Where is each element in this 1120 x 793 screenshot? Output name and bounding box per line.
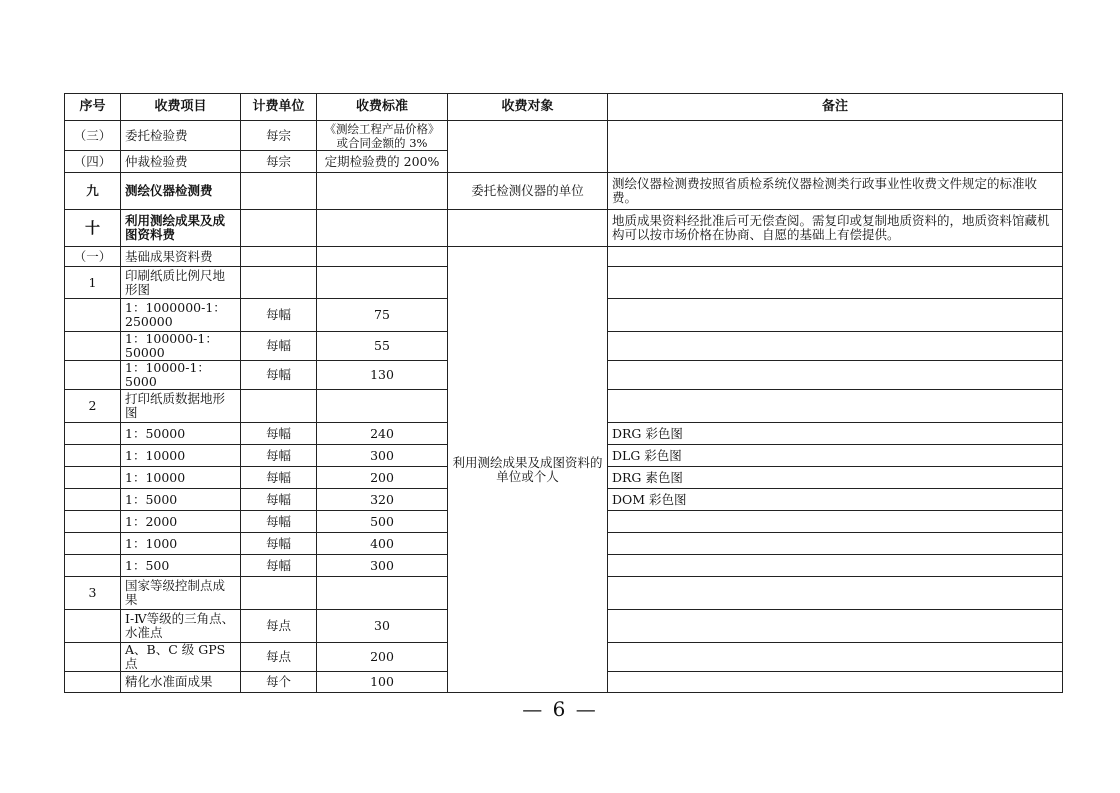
row-unit: 每幅 (241, 533, 317, 555)
row-no (65, 445, 121, 467)
header-item: 收费项目 (121, 94, 241, 121)
row-unit (241, 267, 317, 299)
row-unit (241, 577, 317, 610)
row-unit: 每幅 (241, 299, 317, 332)
row-item: 印刷纸质比例尺地形图 (121, 267, 241, 299)
row-note (608, 361, 1063, 390)
row-item: 1：10000-1：5000 (121, 361, 241, 390)
row-standard: 200 (317, 467, 448, 489)
fee-table (64, 93, 1063, 693)
row-no: 2 (65, 390, 121, 423)
row-item: 1：5000 (121, 489, 241, 511)
row-unit: 每幅 (241, 489, 317, 511)
row-unit: 每幅 (241, 445, 317, 467)
row-standard: 200 (317, 643, 448, 672)
row-item: 1：500 (121, 555, 241, 577)
header-no: 序号 (65, 94, 121, 121)
row-note (608, 610, 1063, 643)
row-no: 1 (65, 267, 121, 299)
row-note: 测绘仪器检测费按照省质检系统仪器检测类行政事业性收费文件规定的标准收费。 (608, 173, 1063, 210)
row-note: DRG 彩色图 (608, 423, 1063, 445)
table-row (65, 121, 1063, 151)
row-item: 1：1000000-1：250000 (121, 299, 241, 332)
row-note (608, 267, 1063, 299)
row-standard: 定期检验费的 200% (317, 151, 448, 173)
row-item: 精化水准面成果 (121, 672, 241, 693)
header-standard: 收费标准 (317, 94, 448, 121)
row-standard (317, 577, 448, 610)
table-row (65, 173, 1063, 210)
merged-target: 利用测绘成果及成图资料的单位或个人 (448, 247, 608, 693)
row-item: Ⅰ-Ⅳ等级的三角点、水准点 (121, 610, 241, 643)
row-standard: 300 (317, 445, 448, 467)
row-item: 委托检验费 (121, 121, 241, 151)
row-note (608, 121, 1063, 173)
row-unit (241, 173, 317, 210)
row-note (608, 390, 1063, 423)
row-unit (241, 390, 317, 423)
row-standard: 300 (317, 555, 448, 577)
row-standard (317, 267, 448, 299)
row-standard (317, 390, 448, 423)
row-note (608, 247, 1063, 267)
row-note (608, 511, 1063, 533)
row-item: 1：2000 (121, 511, 241, 533)
row-item: 国家等级控制点成果 (121, 577, 241, 610)
row-item: 仲裁检验费 (121, 151, 241, 173)
header-target: 收费对象 (448, 94, 608, 121)
row-no (65, 299, 121, 332)
row-note: DLG 彩色图 (608, 445, 1063, 467)
row-no (65, 533, 121, 555)
row-note: DRG 素色图 (608, 467, 1063, 489)
row-standard: 100 (317, 672, 448, 693)
row-standard: 《测绘工程产品价格》或合同金额的 3% (317, 121, 448, 151)
row-note: 地质成果资料经批准后可无偿查阅。需复印或复制地质资料的，地质资料馆藏机构可以按市场价格在协商、自愿的基础上有偿提供。 (608, 210, 1063, 247)
row-item: 1：100000-1：50000 (121, 332, 241, 361)
row-unit: 每个 (241, 672, 317, 693)
row-unit: 每幅 (241, 332, 317, 361)
row-unit (241, 247, 317, 267)
row-no: 3 (65, 577, 121, 610)
header-note: 备注 (608, 94, 1063, 121)
page-number: — 6 — (522, 697, 598, 721)
row-standard: 320 (317, 489, 448, 511)
row-no: （一） (65, 247, 121, 267)
row-no (65, 672, 121, 693)
row-no: （四） (65, 151, 121, 173)
row-unit (241, 210, 317, 247)
row-standard: 240 (317, 423, 448, 445)
row-unit: 每幅 (241, 361, 317, 390)
row-item: 打印纸质数据地形图 (121, 390, 241, 423)
row-unit: 每幅 (241, 511, 317, 533)
row-standard: 400 (317, 533, 448, 555)
row-note (608, 672, 1063, 693)
row-no (65, 332, 121, 361)
row-unit: 每幅 (241, 467, 317, 489)
header-unit: 计费单位 (241, 94, 317, 121)
row-no (65, 361, 121, 390)
table-row (65, 247, 1063, 267)
row-note (608, 643, 1063, 672)
row-target-empty (448, 121, 608, 173)
row-unit: 每宗 (241, 151, 317, 173)
row-unit: 每幅 (241, 555, 317, 577)
row-standard (317, 173, 448, 210)
row-item: 1：1000 (121, 533, 241, 555)
row-no (65, 489, 121, 511)
row-note (608, 577, 1063, 610)
row-note: DOM 彩色图 (608, 489, 1063, 511)
row-standard: 75 (317, 299, 448, 332)
row-unit: 每宗 (241, 121, 317, 151)
table-row (65, 210, 1063, 247)
row-item: 1：50000 (121, 423, 241, 445)
row-note (608, 299, 1063, 332)
row-note (608, 332, 1063, 361)
row-note (608, 533, 1063, 555)
header-row (65, 94, 1063, 121)
row-no (65, 423, 121, 445)
row-no: 九 (65, 173, 121, 210)
row-item: 测绘仪器检测费 (121, 173, 241, 210)
row-unit: 每幅 (241, 423, 317, 445)
row-item: 基础成果资料费 (121, 247, 241, 267)
row-note (608, 555, 1063, 577)
row-no (65, 555, 121, 577)
row-standard: 55 (317, 332, 448, 361)
row-standard: 500 (317, 511, 448, 533)
row-no: （三） (65, 121, 121, 151)
row-standard (317, 210, 448, 247)
row-item: 利用测绘成果及成图资料费 (121, 210, 241, 247)
row-unit: 每点 (241, 610, 317, 643)
row-item: 1：10000 (121, 467, 241, 489)
row-no (65, 610, 121, 643)
row-target (448, 210, 608, 247)
row-standard: 130 (317, 361, 448, 390)
row-no: 十 (65, 210, 121, 247)
row-item: 1：10000 (121, 445, 241, 467)
row-standard (317, 247, 448, 267)
row-target: 委托检测仪器的单位 (448, 173, 608, 210)
row-standard: 30 (317, 610, 448, 643)
row-no (65, 467, 121, 489)
row-no (65, 511, 121, 533)
row-no (65, 643, 121, 672)
row-item: A、B、C 级 GPS 点 (121, 643, 241, 672)
row-unit: 每点 (241, 643, 317, 672)
